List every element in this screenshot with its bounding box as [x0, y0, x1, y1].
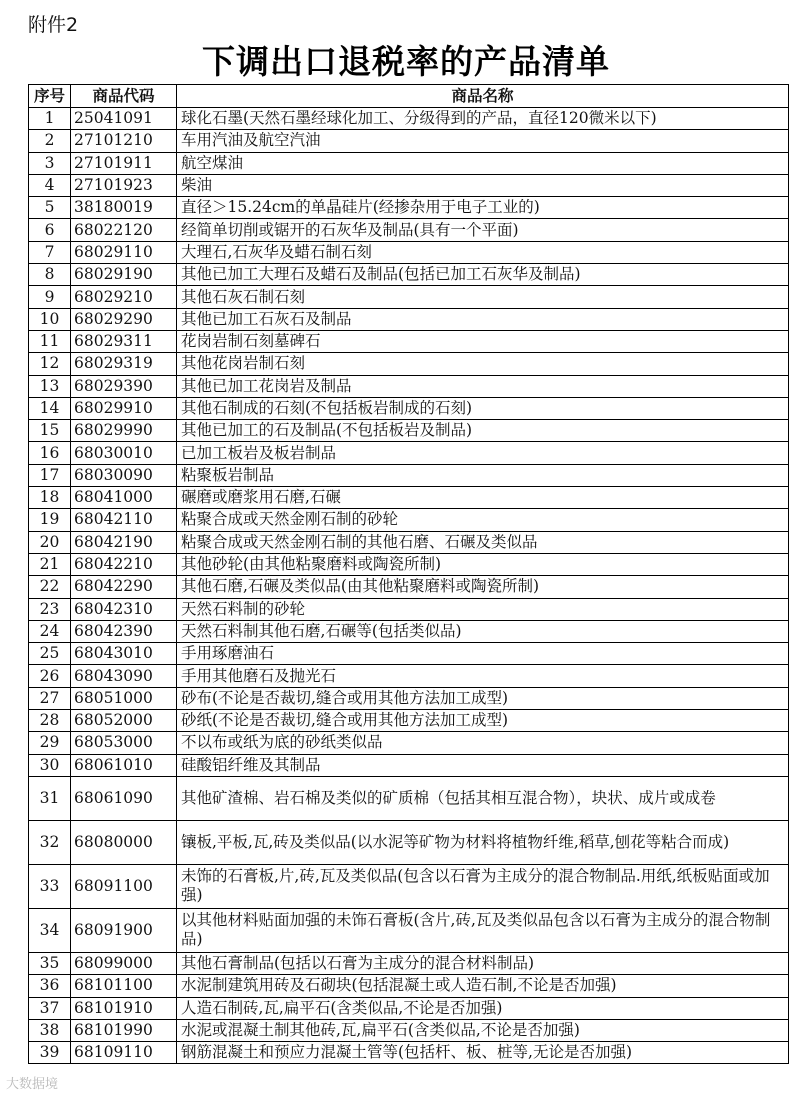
row-code: 68029190 — [71, 264, 177, 286]
row-seq: 32 — [29, 820, 71, 864]
row-seq: 25 — [29, 643, 71, 665]
row-code: 27101210 — [71, 130, 177, 152]
row-seq: 6 — [29, 219, 71, 241]
row-seq: 15 — [29, 420, 71, 442]
row-seq: 27 — [29, 687, 71, 709]
row-name: 其他矿渣棉、岩石棉及类似的矿质棉（包括其相互混合物），块状、成片或成卷 — [177, 776, 789, 820]
row-name: 经简单切削或锯开的石灰华及制品(具有一个平面) — [177, 219, 789, 241]
row-name: 其他砂轮(由其他粘聚磨料或陶瓷所制) — [177, 553, 789, 575]
table-row — [29, 397, 789, 419]
row-name: 柴油 — [177, 174, 789, 196]
row-name: 其他已加工的石及制品(不包括板岩及制品) — [177, 420, 789, 442]
row-code: 68029110 — [71, 241, 177, 263]
header-code: 商品代码 — [71, 85, 177, 108]
row-name: 粘聚板岩制品 — [177, 464, 789, 486]
row-seq: 14 — [29, 397, 71, 419]
row-seq: 26 — [29, 665, 71, 687]
row-name: 手用琢磨油石 — [177, 643, 789, 665]
table-row — [29, 553, 789, 575]
row-code: 68042310 — [71, 598, 177, 620]
row-name: 直径＞15.24cm的单晶硅片(经掺杂用于电子工业的) — [177, 197, 789, 219]
row-code: 68042190 — [71, 531, 177, 553]
row-seq: 21 — [29, 553, 71, 575]
row-seq: 31 — [29, 776, 71, 820]
table-row — [29, 174, 789, 196]
table-row — [29, 1019, 789, 1041]
attachment-label: 附件2 — [28, 14, 79, 36]
row-name: 已加工板岩及板岩制品 — [177, 442, 789, 464]
row-seq: 11 — [29, 330, 71, 352]
row-seq: 16 — [29, 442, 71, 464]
table-body — [29, 108, 789, 1064]
row-code: 68061090 — [71, 776, 177, 820]
row-name: 花岗岩制石刻墓碑石 — [177, 330, 789, 352]
table-row — [29, 264, 789, 286]
table-row — [29, 330, 789, 352]
row-code: 68029210 — [71, 286, 177, 308]
row-code: 25041091 — [71, 108, 177, 130]
row-seq: 38 — [29, 1019, 71, 1041]
row-seq: 22 — [29, 576, 71, 598]
row-seq: 36 — [29, 975, 71, 997]
table-row — [29, 531, 789, 553]
row-name: 水泥或混凝土制其他砖,瓦,扁平石(含类似品,不论是否加强) — [177, 1019, 789, 1041]
row-name: 其他石制成的石刻(不包括板岩制成的石刻) — [177, 397, 789, 419]
row-seq: 34 — [29, 908, 71, 952]
row-code: 27101923 — [71, 174, 177, 196]
row-code: 68022120 — [71, 219, 177, 241]
row-code: 38180019 — [71, 197, 177, 219]
table-row — [29, 975, 789, 997]
row-name: 天然石料制的砂轮 — [177, 598, 789, 620]
row-code: 68029990 — [71, 420, 177, 442]
row-seq: 5 — [29, 197, 71, 219]
row-seq: 37 — [29, 997, 71, 1019]
row-name: 硅酸铝纤维及其制品 — [177, 754, 789, 776]
table-row — [29, 997, 789, 1019]
row-seq: 20 — [29, 531, 71, 553]
row-name: 粘聚合成或天然金刚石制的其他石磨、石碾及类似品 — [177, 531, 789, 553]
row-seq: 17 — [29, 464, 71, 486]
row-seq: 29 — [29, 732, 71, 754]
row-code: 68101990 — [71, 1019, 177, 1041]
row-name: 钢筋混凝土和预应力混凝土管等(包括杆、板、桩等,无论是否加强) — [177, 1042, 789, 1064]
table-row — [29, 308, 789, 330]
row-code: 68041000 — [71, 487, 177, 509]
row-name: 人造石制砖,瓦,扁平石(含类似品,不论是否加强) — [177, 997, 789, 1019]
row-name: 其他石磨,石碾及类似品(由其他粘聚磨料或陶瓷所制) — [177, 576, 789, 598]
table-row — [29, 353, 789, 375]
table-row — [29, 241, 789, 263]
table-row — [29, 908, 789, 952]
table-row — [29, 687, 789, 709]
table-row — [29, 576, 789, 598]
row-code: 68042210 — [71, 553, 177, 575]
row-seq: 33 — [29, 864, 71, 908]
row-name: 以其他材料贴面加强的未饰石膏板(含片,砖,瓦及类似品包含以石膏为主成分的混合物制品) — [177, 908, 789, 952]
row-name: 碾磨或磨浆用石磨,石碾 — [177, 487, 789, 509]
row-code: 68030010 — [71, 442, 177, 464]
table-row — [29, 130, 789, 152]
row-name: 砂布(不论是否裁切,缝合或用其他方法加工成型) — [177, 687, 789, 709]
row-name: 未饰的石膏板,片,砖,瓦及类似品(包含以石膏为主成分的混合物制品.用纸,纸板贴面或加强) — [177, 864, 789, 908]
table-row — [29, 1042, 789, 1064]
table-row — [29, 487, 789, 509]
table-row — [29, 152, 789, 174]
row-code: 68043010 — [71, 643, 177, 665]
row-seq: 12 — [29, 353, 71, 375]
row-name: 粘聚合成或天然金刚石制的砂轮 — [177, 509, 789, 531]
row-code: 68101910 — [71, 997, 177, 1019]
table-row — [29, 732, 789, 754]
row-seq: 35 — [29, 952, 71, 974]
row-seq: 9 — [29, 286, 71, 308]
header-seq: 序号 — [29, 85, 71, 108]
row-seq: 10 — [29, 308, 71, 330]
row-seq: 23 — [29, 598, 71, 620]
table-row — [29, 108, 789, 130]
row-code: 68042290 — [71, 576, 177, 598]
row-name: 其他石膏制品(包括以石膏为主成分的混合材料制品) — [177, 952, 789, 974]
row-name: 手用其他磨石及抛光石 — [177, 665, 789, 687]
table-row — [29, 197, 789, 219]
row-seq: 30 — [29, 754, 71, 776]
row-name: 水泥制建筑用砖及石砌块(包括混凝土或人造石制,不论是否加强) — [177, 975, 789, 997]
row-seq: 4 — [29, 174, 71, 196]
row-code: 68043090 — [71, 665, 177, 687]
row-name: 其他石灰石制石刻 — [177, 286, 789, 308]
table-row — [29, 620, 789, 642]
table-header-row — [29, 85, 789, 108]
row-seq: 39 — [29, 1042, 71, 1064]
row-seq: 19 — [29, 509, 71, 531]
row-name: 车用汽油及航空汽油 — [177, 130, 789, 152]
row-code: 68061010 — [71, 754, 177, 776]
row-name: 大理石,石灰华及蜡石制石刻 — [177, 241, 789, 263]
table-row — [29, 509, 789, 531]
row-seq: 13 — [29, 375, 71, 397]
table-row — [29, 643, 789, 665]
row-seq: 28 — [29, 710, 71, 732]
table-row — [29, 286, 789, 308]
row-code: 68029311 — [71, 330, 177, 352]
watermark: 大数据境 — [6, 1077, 59, 1092]
row-seq: 18 — [29, 487, 71, 509]
row-code: 68029319 — [71, 353, 177, 375]
row-seq: 3 — [29, 152, 71, 174]
row-code: 68099000 — [71, 952, 177, 974]
table-row — [29, 754, 789, 776]
row-code: 68029290 — [71, 308, 177, 330]
row-code: 68109110 — [71, 1042, 177, 1064]
row-name: 其他花岗岩制石刻 — [177, 353, 789, 375]
row-seq: 2 — [29, 130, 71, 152]
table-row — [29, 952, 789, 974]
table-row — [29, 420, 789, 442]
page-title: 下调出口退税率的产品清单 — [202, 42, 610, 81]
table-row — [29, 219, 789, 241]
product-table — [28, 84, 789, 1064]
header-name: 商品名称 — [177, 85, 789, 108]
table-row — [29, 442, 789, 464]
table-row — [29, 464, 789, 486]
row-code: 68053000 — [71, 732, 177, 754]
row-name: 其他已加工花岗岩及制品 — [177, 375, 789, 397]
row-code: 68091100 — [71, 864, 177, 908]
row-code: 68080000 — [71, 820, 177, 864]
table-row — [29, 665, 789, 687]
row-name: 砂纸(不论是否裁切,缝合或用其他方法加工成型) — [177, 710, 789, 732]
row-name: 球化石墨(天然石墨经球化加工、分级得到的产品，直径120微米以下) — [177, 108, 789, 130]
row-name: 镶板,平板,瓦,砖及类似品(以水泥等矿物为材料将植物纤维,稻草,刨花等粘合而成) — [177, 820, 789, 864]
row-seq: 24 — [29, 620, 71, 642]
row-code: 68030090 — [71, 464, 177, 486]
row-seq: 1 — [29, 108, 71, 130]
row-name: 其他已加工石灰石及制品 — [177, 308, 789, 330]
row-code: 68029910 — [71, 397, 177, 419]
row-seq: 7 — [29, 241, 71, 263]
table-row — [29, 820, 789, 864]
table-row — [29, 598, 789, 620]
row-name: 天然石料制其他石磨,石碾等(包括类似品) — [177, 620, 789, 642]
table-row — [29, 710, 789, 732]
table-row — [29, 776, 789, 820]
row-code: 68052000 — [71, 710, 177, 732]
row-name: 航空煤油 — [177, 152, 789, 174]
row-code: 68042390 — [71, 620, 177, 642]
row-code: 68091900 — [71, 908, 177, 952]
table-row — [29, 375, 789, 397]
row-seq: 8 — [29, 264, 71, 286]
row-name: 不以布或纸为底的砂纸类似品 — [177, 732, 789, 754]
row-code: 68101100 — [71, 975, 177, 997]
row-code: 68051000 — [71, 687, 177, 709]
row-code: 68042110 — [71, 509, 177, 531]
row-name: 其他已加工大理石及蜡石及制品(包括已加工石灰华及制品) — [177, 264, 789, 286]
row-code: 27101911 — [71, 152, 177, 174]
row-code: 68029390 — [71, 375, 177, 397]
table-row — [29, 864, 789, 908]
